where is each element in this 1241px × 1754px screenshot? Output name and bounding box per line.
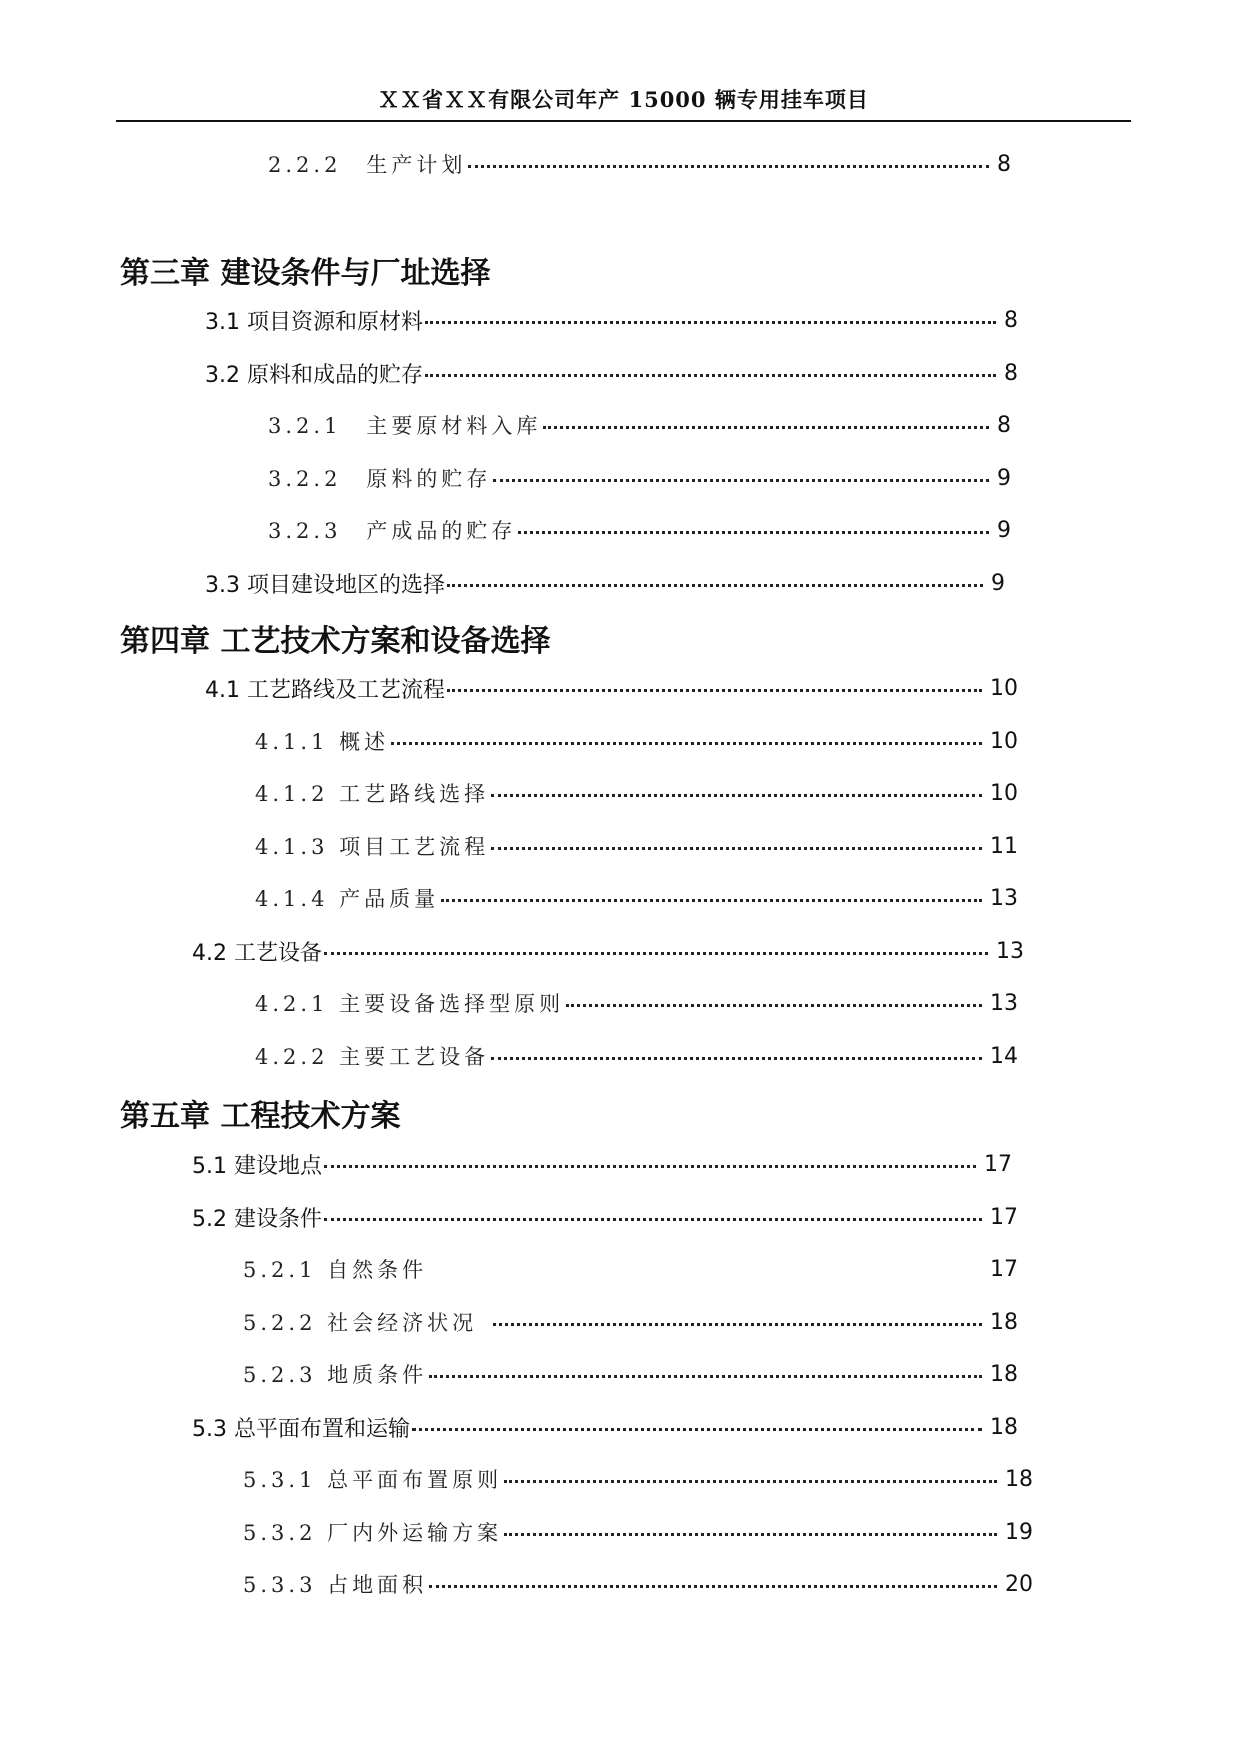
toc-page-number: 9 [991, 570, 1005, 596]
toc-entry-label: 5.3.3 占地面积 [243, 1573, 428, 1597]
toc-entry[interactable] [243, 1515, 1033, 1549]
dot-leader [391, 724, 982, 758]
toc-entry[interactable] [192, 1147, 1012, 1181]
toc-entry[interactable] [205, 671, 1018, 705]
dot-leader [447, 671, 982, 705]
dot-leader [491, 829, 982, 863]
dot-leader [504, 1462, 997, 1496]
toc-entry[interactable] [255, 986, 1018, 1020]
toc-entry-label: 5.2.3 地质条件 [243, 1363, 428, 1387]
header-rule [116, 120, 1131, 122]
toc-page-number: 18 [990, 1309, 1018, 1335]
toc-entry-label: 4.1.3 项目工艺流程 [255, 835, 490, 859]
toc-page-number: 10 [990, 780, 1018, 806]
toc-entry-label: 5.1 建设地点 [192, 1153, 322, 1179]
dot-leader [324, 1147, 976, 1181]
toc-entry[interactable] [243, 1357, 1018, 1391]
dot-leader [491, 1039, 982, 1073]
toc-entry[interactable] [268, 461, 1011, 495]
dot-leader [491, 776, 982, 810]
toc-page-number: 9 [997, 465, 1011, 491]
toc-entry[interactable] [255, 776, 1018, 810]
toc-entry[interactable] [192, 1200, 1018, 1234]
toc-entry[interactable] [192, 1410, 1018, 1444]
dot-leader [429, 1567, 997, 1601]
toc-entry[interactable] [205, 356, 1018, 390]
toc-entry-label: 3.2 原料和成品的贮存 [205, 362, 423, 388]
toc-entry-label: 5.3.2 厂内外运输方案 [243, 1521, 503, 1545]
running-header: ＸＸ省ＸＸ有限公司年产 15000 辆专用挂车项目 [378, 87, 869, 112]
toc-page-number: 13 [996, 938, 1024, 964]
toc-page-number: 8 [997, 412, 1011, 438]
toc-entry-label: 3.3 项目建设地区的选择 [205, 572, 445, 598]
toc-entry-label: 3.1 项目资源和原材料 [205, 309, 423, 335]
dot-leader [518, 513, 989, 547]
toc-entry-label: 3.2.3 产成品的贮存 [268, 519, 517, 543]
toc-entry[interactable] [268, 408, 1011, 442]
toc-entry[interactable] [205, 303, 1018, 337]
toc-page-number: 10 [990, 675, 1018, 701]
toc-page-number: 17 [984, 1151, 1012, 1177]
toc-entry[interactable] [192, 934, 1024, 968]
dot-leader [425, 356, 996, 390]
toc-page-number: 18 [990, 1361, 1018, 1387]
chapter-heading[interactable]: 第五章 工程技术方案 [120, 1099, 401, 1134]
toc-page-number: 20 [1005, 1571, 1033, 1597]
toc-page-number: 13 [990, 885, 1018, 911]
toc-page-number: 10 [990, 728, 1018, 754]
toc-entry[interactable] [255, 1039, 1018, 1073]
dot-leader [504, 1515, 997, 1549]
toc-page-number: 9 [997, 517, 1011, 543]
toc-entry-label: 4.2 工艺设备 [192, 940, 322, 966]
dot-leader [441, 881, 982, 915]
toc-entry-label: 4.1.2 工艺路线选择 [255, 782, 490, 806]
toc-entry-label: 5.2.2 社会经济状况 [243, 1311, 478, 1335]
toc-entry-label: 2.2.2 生产计划 [268, 153, 467, 177]
chapter-heading[interactable]: 第三章 建设条件与厂址选择 [120, 256, 491, 291]
toc-entry[interactable] [243, 1567, 1033, 1601]
toc-entry-label: 5.2 建设条件 [192, 1206, 322, 1232]
toc-entry[interactable] [243, 1305, 1018, 1339]
dot-leader [493, 1305, 982, 1339]
dot-leader [429, 1357, 982, 1391]
toc-entry-label: 4.1.1 概述 [255, 730, 390, 754]
toc-entry-label: 4.2.2 主要工艺设备 [255, 1045, 490, 1069]
dot-leader [493, 461, 989, 495]
toc-entry-label: 3.2.1 主要原材料入库 [268, 414, 542, 438]
toc-page-number: 17 [990, 1204, 1018, 1230]
toc-entry-label: 5.2.1 自然条件 [243, 1258, 428, 1282]
toc-entry[interactable] [255, 829, 1018, 863]
toc-entry-label: 5.3 总平面布置和运输 [192, 1416, 410, 1442]
toc-entry-label: 5.3.1 总平面布置原则 [243, 1468, 503, 1492]
toc-page-number: 19 [1005, 1519, 1033, 1545]
toc-page-number: 14 [990, 1043, 1018, 1069]
dot-leader [566, 986, 982, 1020]
toc-page-number: 18 [1005, 1466, 1033, 1492]
toc-page-number: 8 [1004, 307, 1018, 333]
dot-leader [412, 1410, 982, 1444]
toc-entry-label: 4.1.4 产品质量 [255, 887, 440, 911]
toc-entry[interactable] [268, 513, 1011, 547]
toc-page-number: 8 [1004, 360, 1018, 386]
toc-page-number: 8 [997, 151, 1011, 177]
toc-page-number: 18 [990, 1414, 1018, 1440]
toc-entry-label: 4.2.1 主要设备选择型原则 [255, 992, 565, 1016]
toc-entry[interactable] [243, 1252, 1018, 1286]
chapter-heading[interactable]: 第四章 工艺技术方案和设备选择 [120, 624, 551, 659]
dot-leader [425, 303, 996, 337]
dot-leader [543, 408, 989, 442]
toc-entry[interactable] [268, 147, 1011, 181]
dot-leader [324, 1200, 982, 1234]
toc-entry[interactable] [243, 1462, 1033, 1496]
toc-page-number: 17 [990, 1256, 1018, 1282]
toc-page-number: 11 [990, 833, 1018, 859]
toc-entry-label: 3.2.2 原料的贮存 [268, 467, 492, 491]
toc-page-number: 13 [990, 990, 1018, 1016]
dot-leader [468, 147, 989, 181]
dot-leader [447, 566, 983, 600]
toc-entry[interactable] [255, 881, 1018, 915]
toc-entry-label: 4.1 工艺路线及工艺流程 [205, 677, 445, 703]
toc-entry[interactable] [255, 724, 1018, 758]
dot-leader [324, 934, 988, 968]
toc-entry[interactable] [205, 566, 1005, 600]
